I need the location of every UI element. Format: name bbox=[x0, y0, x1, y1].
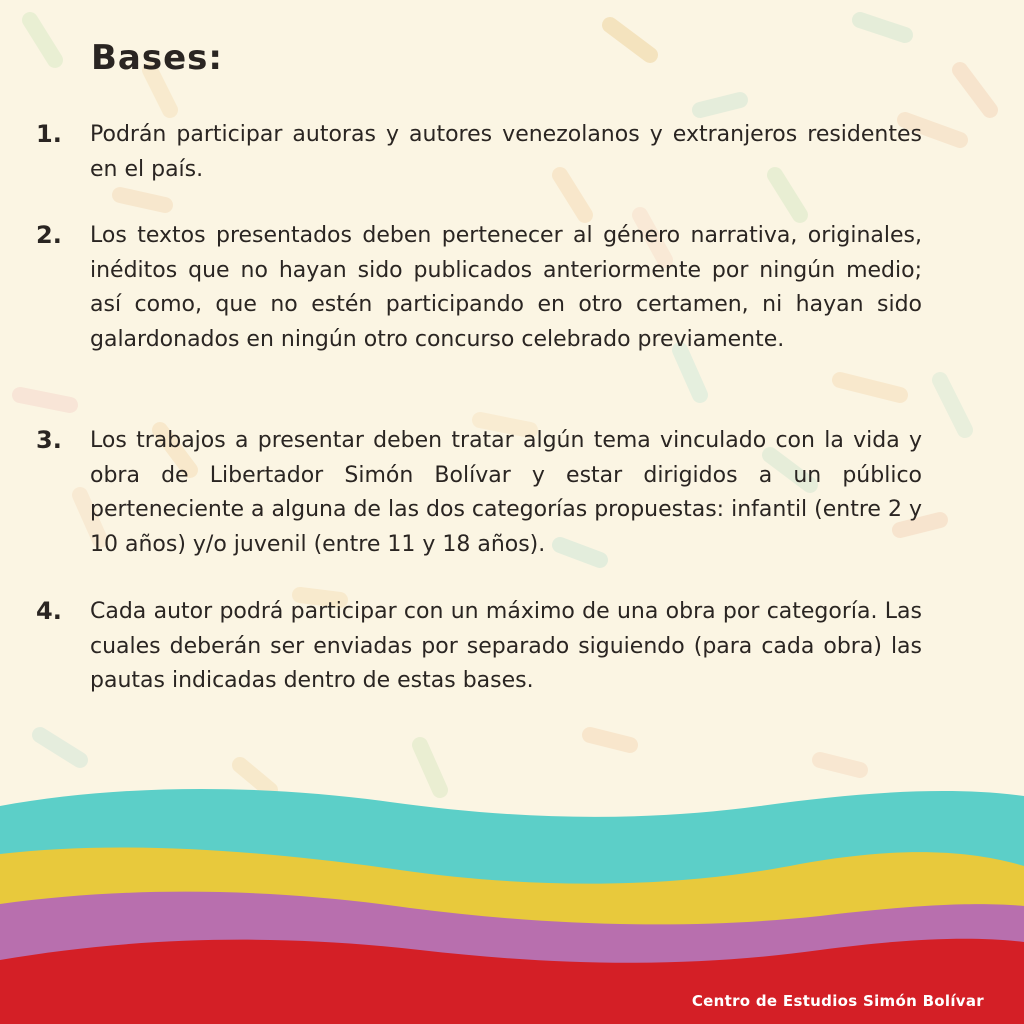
rule-text: Cada autor podrá participar con un máximo de una obra por categoría. Las cuales deberán ser enviadas por separado siguiendo (para cada obra) las pautas indicadas dentro de estas bases. bbox=[90, 599, 922, 693]
rule-number: 3. bbox=[36, 426, 62, 454]
rule-text: Los textos presentados deben pertenecer al género narrativa, originales, inéditos que no hayan sido publicados anteriormente por ningún medio; así como, que no estén participando en otro certamen, ni hayan sido galardonados en ningún otro concurso celebrado previamente. bbox=[90, 223, 922, 352]
rule-number: 2. bbox=[36, 221, 62, 249]
rule-item-1 bbox=[36, 118, 922, 187]
footer-credit: Centro de Estudios Simón Bolívar bbox=[691, 992, 984, 1010]
rule-number: 1. bbox=[36, 120, 62, 148]
rule-item-2 bbox=[36, 219, 922, 357]
decorative-waves bbox=[0, 784, 1024, 1024]
rule-text: Podrán participar autoras y autores venezolanos y extranjeros residentes en el país. bbox=[90, 122, 922, 182]
rule-text: Los trabajos a presentar deben tratar algún tema vinculado con la vida y obra de Libertador Simón Bolívar y estar dirigidos a un público perteneciente a alguna de las dos categorías propuestas: infantil (entre 2 y 10 años) y/o juvenil (entre 11 y 18 años). bbox=[90, 428, 922, 557]
rule-item-3 bbox=[36, 424, 922, 562]
rule-number: 4. bbox=[36, 597, 62, 625]
rule-item-4 bbox=[36, 595, 922, 699]
page-title: Bases: bbox=[91, 38, 223, 78]
